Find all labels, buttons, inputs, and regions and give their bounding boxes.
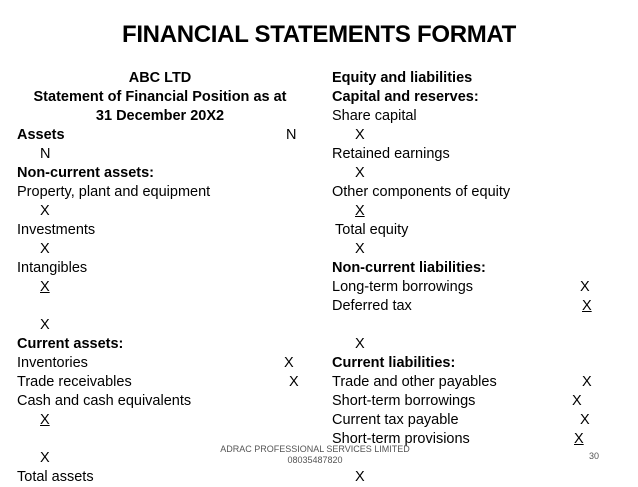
company-name: ABC LTD xyxy=(128,70,192,86)
non-current-liabilities-total: X xyxy=(355,336,365,352)
total-equity-label: Total equity xyxy=(335,222,409,238)
ppe-value: X xyxy=(40,203,50,219)
slide-title: FINANCIAL STATEMENTS FORMAT xyxy=(121,21,517,48)
non-current-liabilities-heading: Non-current liabilities: xyxy=(332,260,486,276)
inventories-value: X xyxy=(284,355,294,371)
long-term-borrowings-value: X xyxy=(580,279,590,295)
currency-label-repeat: N xyxy=(40,146,51,162)
trade-receivables-label: Trade receivables xyxy=(17,374,132,390)
footer-line1: ADRAC PROFESSIONAL SERVICES LIMITED xyxy=(220,444,410,454)
trade-receivables-value: X xyxy=(289,374,299,390)
retained-earnings-label: Retained earnings xyxy=(332,146,450,162)
trade-payables-value: X xyxy=(582,374,592,390)
capital-reserves-heading: Capital and reserves: xyxy=(332,89,479,105)
other-equity-label: Other components of equity xyxy=(332,184,511,200)
share-capital-label: Share capital xyxy=(332,108,417,124)
currency-label: N xyxy=(286,127,297,143)
page-number: 30 xyxy=(589,451,600,461)
current-tax-value: X xyxy=(580,412,590,428)
trade-payables-label: Trade and other payables xyxy=(332,374,497,390)
total-assets-label: Total assets xyxy=(17,469,94,485)
retained-earnings-value: X xyxy=(355,165,365,181)
inventories-label: Inventories xyxy=(17,355,88,371)
deferred-tax-value: X xyxy=(582,298,592,314)
statement-title-line1: Statement of Financial Position as at xyxy=(33,89,287,105)
short-term-borrowings-label: Short-term borrowings xyxy=(332,393,476,409)
equity-liabilities-heading: Equity and liabilities xyxy=(332,70,473,86)
short-term-borrowings-value: X xyxy=(572,393,582,409)
current-assets-heading: Current assets: xyxy=(17,336,124,352)
short-term-provisions-value: X xyxy=(574,431,584,447)
current-liabilities-total: X xyxy=(355,469,365,485)
non-current-assets-heading: Non-current assets: xyxy=(17,165,154,181)
total-equity-value: X xyxy=(355,241,365,257)
other-equity-value: X xyxy=(355,203,365,219)
deferred-tax-label: Deferred tax xyxy=(332,298,412,314)
statement-title-line2: 31 December 20X2 xyxy=(95,108,225,124)
share-capital-value: X xyxy=(355,127,365,143)
assets-label: Assets xyxy=(17,127,65,143)
ppe-label: Property, plant and equipment xyxy=(17,184,211,200)
investments-value: X xyxy=(40,241,50,257)
short-term-provisions-label: Short-term provisions xyxy=(332,431,470,447)
non-current-assets-total: X xyxy=(40,317,50,333)
footer-company xyxy=(210,444,420,466)
long-term-borrowings-label: Long-term borrowings xyxy=(332,279,474,295)
intangibles-label: Intangibles xyxy=(17,260,88,276)
cash-label: Cash and cash equivalents xyxy=(17,393,192,409)
current-liabilities-heading: Current liabilities: xyxy=(332,355,456,371)
intangibles-value: X xyxy=(40,279,50,295)
current-assets-total: X xyxy=(40,450,50,466)
investments-label: Investments xyxy=(17,222,96,238)
current-tax-label: Current tax payable xyxy=(332,412,459,428)
cash-value: X xyxy=(40,412,50,428)
footer-line2: 08035487820 xyxy=(287,455,343,465)
